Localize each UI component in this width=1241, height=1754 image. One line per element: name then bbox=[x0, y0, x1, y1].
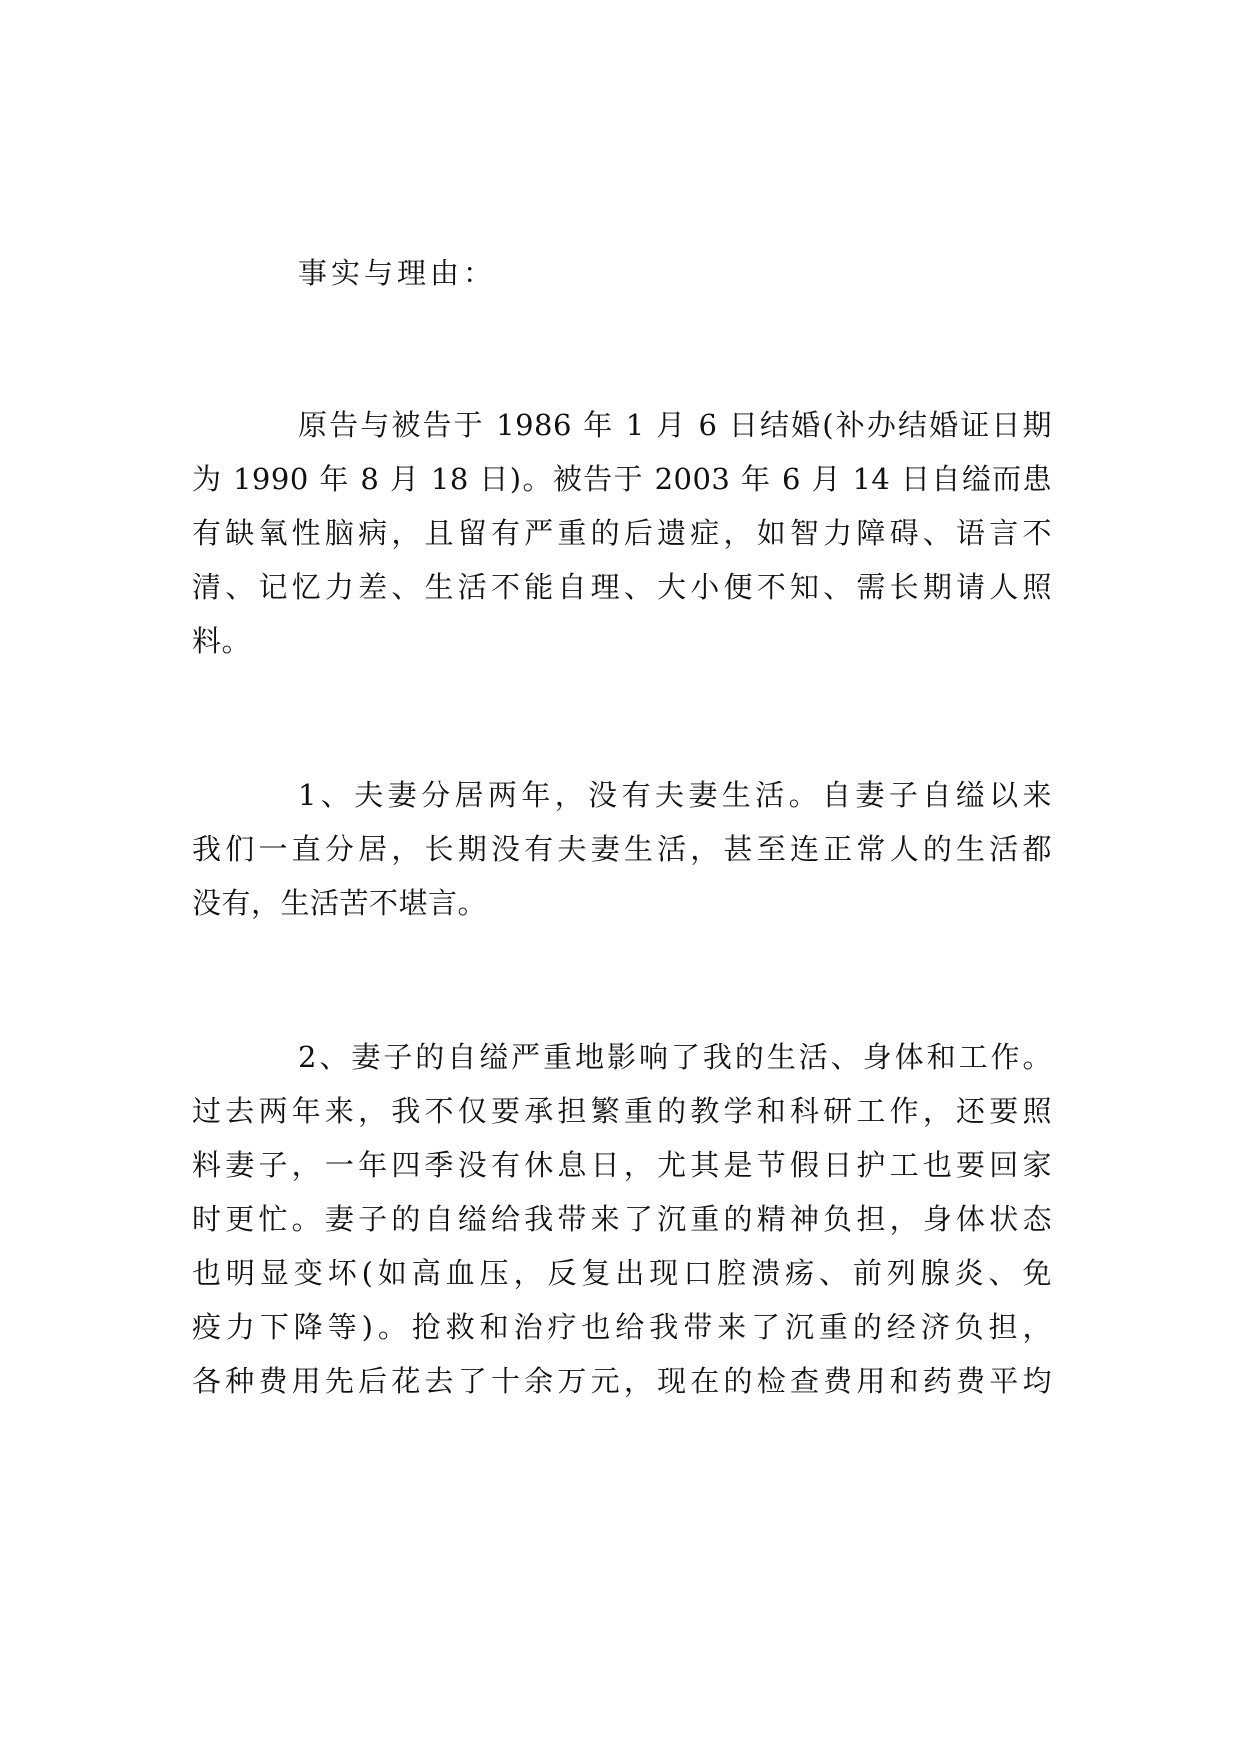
paragraph-3-line-3: 料妻子，一年四季没有休息日，尤其是节假日护工也要回家 bbox=[192, 1148, 1052, 1182]
paragraph-3-line-5: 也明显变坏(如高血压，反复出现口腔溃疡、前列腺炎、免 bbox=[192, 1256, 1052, 1290]
paragraph-1-line-4: 清、记忆力差、生活不能自理、大小便不知、需长期请人照 bbox=[192, 570, 1052, 604]
paragraph-3-line-2: 过去两年来，我不仅要承担繁重的教学和科研工作，还要照 bbox=[192, 1094, 1052, 1128]
paragraph-3-line-6: 疫力下降等)。抢救和治疗也给我带来了沉重的经济负担， bbox=[192, 1310, 1052, 1344]
paragraph-2-line-2: 我们一直分居，长期没有夫妻生活，甚至连正常人的生活都 bbox=[192, 832, 1052, 866]
paragraph-1-line-2: 为 1990 年 8 月 18 日)。被告于 2003 年 6 月 14 日自缢而患 bbox=[192, 462, 1052, 496]
paragraph-1-line-1: 原告与被告于 1986 年 1 月 6 日结婚(补办结婚证日期 bbox=[298, 408, 1052, 442]
paragraph-1-line-3: 有缺氧性脑病，且留有严重的后遗症，如智力障碍、语言不 bbox=[192, 516, 1052, 550]
paragraph-3-line-7: 各种费用先后花去了十余万元，现在的检查费用和药费平均 bbox=[192, 1364, 1052, 1398]
paragraph-1-line-5: 料。 bbox=[192, 624, 252, 658]
paragraph-2-line-1: 1、夫妻分居两年，没有夫妻生活。自妻子自缢以来 bbox=[298, 778, 1052, 812]
paragraph-2-line-3: 没有，生活苦不堪言。 bbox=[192, 886, 488, 920]
section-heading: 事实与理由： bbox=[298, 256, 497, 290]
paragraph-3-line-1: 2、妻子的自缢严重地影响了我的生活、身体和工作。 bbox=[298, 1040, 1052, 1074]
paragraph-3-line-4: 时更忙。妻子的自缢给我带来了沉重的精神负担，身体状态 bbox=[192, 1202, 1052, 1236]
